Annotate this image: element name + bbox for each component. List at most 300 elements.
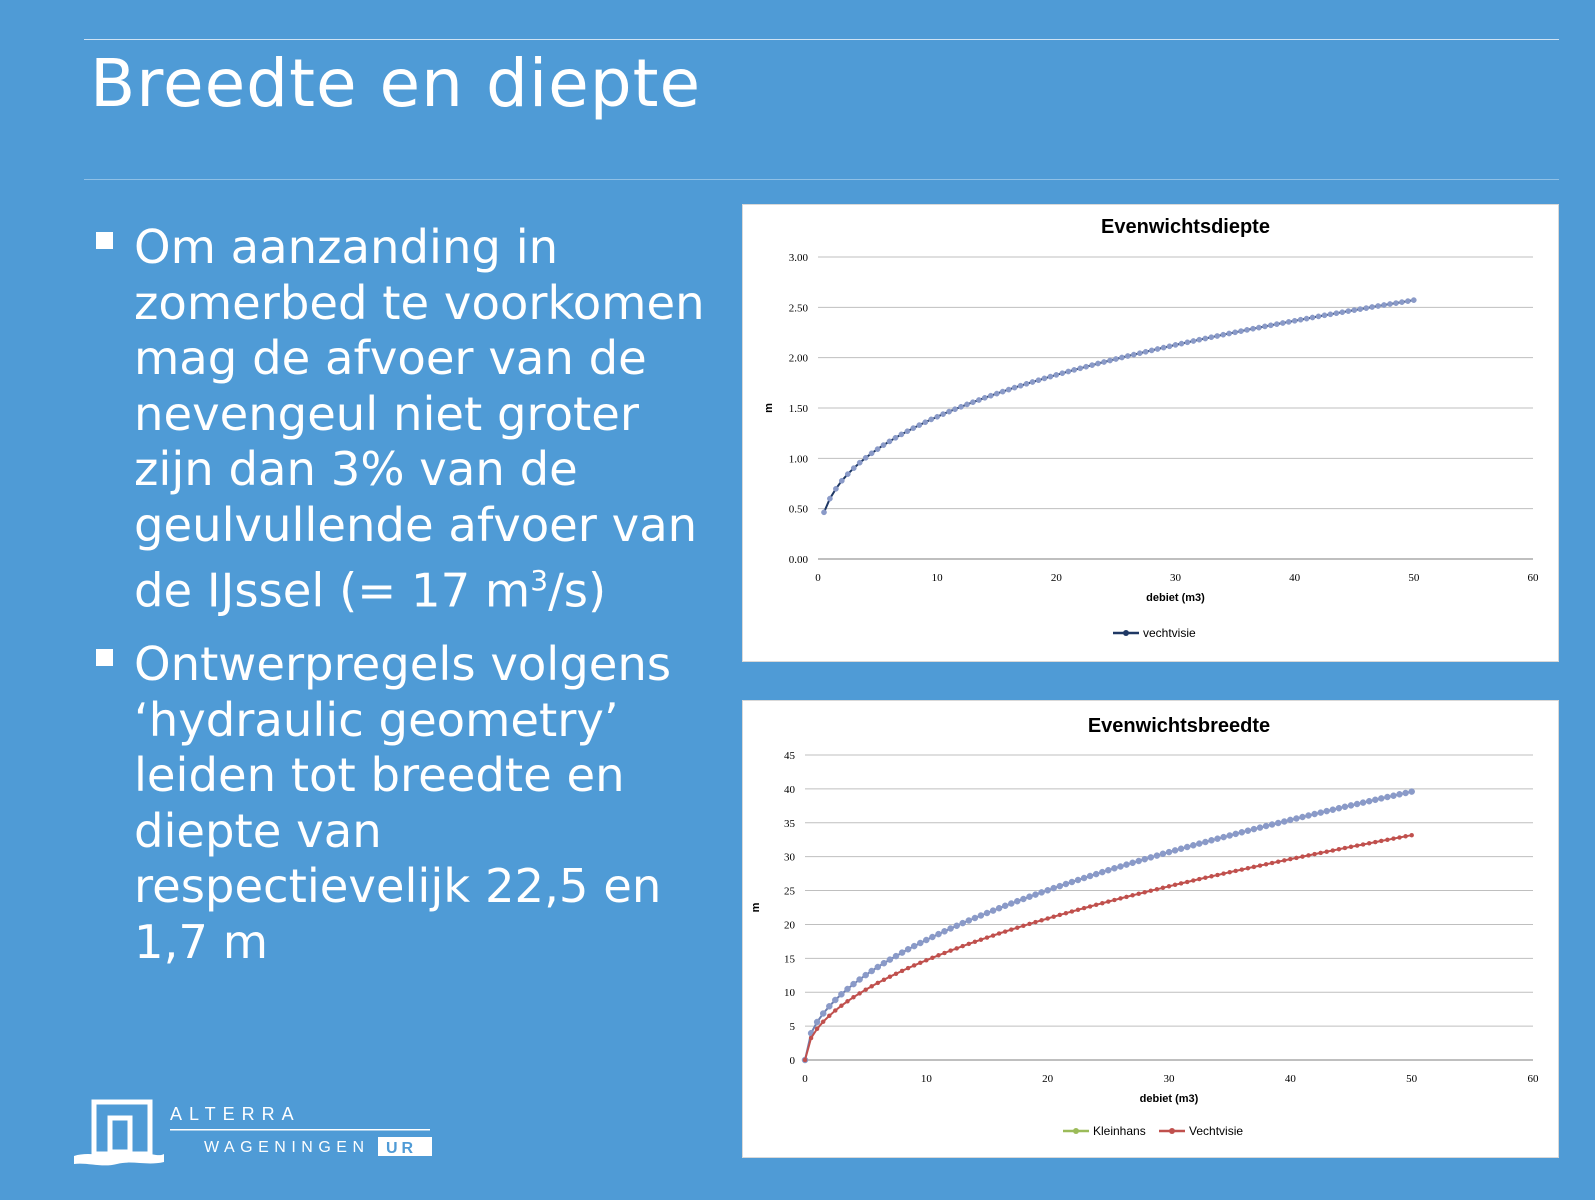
series-vechtvisie-point <box>1052 915 1056 919</box>
chart-evenwichtsbreedte-svg <box>743 701 1558 1157</box>
series-vechtvisie-point <box>1125 895 1129 899</box>
series-vechtvisie-point <box>918 961 922 965</box>
series-vechtvisie-point <box>1030 379 1035 384</box>
series-vechtvisie-point <box>1233 330 1238 335</box>
series-vechtvisie-point <box>1197 877 1201 881</box>
x-tick-label: 0 <box>815 572 821 584</box>
series-vechtvisie-point <box>839 1004 843 1008</box>
x-tick-label: 10 <box>931 572 943 584</box>
logo-line1: ALTERRA <box>170 1104 301 1124</box>
y-tick-label: 35 <box>784 817 795 830</box>
series-vechtvisie-point <box>815 1027 819 1031</box>
series-vechtvisie-point <box>1307 853 1311 857</box>
series-vechtvisie-point <box>961 944 965 948</box>
series-upper-point <box>972 915 978 921</box>
series-vechtvisie-point <box>1018 383 1023 388</box>
x-tick-label: 0 <box>802 1073 808 1085</box>
series-upper-point <box>1154 853 1160 859</box>
series-vechtvisie-point <box>833 486 838 491</box>
series-vechtvisie-point <box>906 966 910 970</box>
series-vechtvisie-point <box>1054 372 1059 377</box>
series-upper-point <box>1014 898 1020 904</box>
series-vechtvisie-point <box>1238 329 1243 334</box>
series-vechtvisie-point <box>1404 834 1408 838</box>
series-upper-point <box>1111 865 1117 871</box>
x-tick-label: 30 <box>1163 1073 1175 1085</box>
series-vechtvisie-point <box>846 999 850 1003</box>
series-vechtvisie-point <box>1076 908 1080 912</box>
series-vechtvisie-point <box>937 953 941 957</box>
series-vechtvisie-point <box>1376 303 1381 308</box>
series-upper-point <box>863 972 869 978</box>
series-vechtvisie-point <box>911 426 916 431</box>
legend-marker <box>1123 630 1129 636</box>
series-vechtvisie-point <box>1090 363 1095 368</box>
series-vechtvisie-point <box>900 969 904 973</box>
series-vechtvisie-point <box>1084 364 1089 369</box>
legend-marker <box>1073 1128 1079 1134</box>
series-upper-point <box>1354 801 1360 807</box>
series-vechtvisie-point <box>882 978 886 982</box>
series-vechtvisie-point <box>1185 880 1189 884</box>
series-vechtvisie-point <box>917 423 922 428</box>
series-vechtvisie-point <box>1040 918 1044 922</box>
y-tick-label: 25 <box>784 885 795 898</box>
series-upper-point <box>1257 825 1263 831</box>
series-vechtvisie-point <box>1046 917 1050 921</box>
legend-label: Vechtvisie <box>1189 1124 1244 1138</box>
series-upper-point <box>1008 901 1014 907</box>
title-underline <box>84 179 1559 180</box>
series-vechtvisie-point <box>1379 839 1383 843</box>
series-upper-point <box>1324 808 1330 814</box>
series-vechtvisie-point <box>1094 903 1098 907</box>
y-tick-label: 0 <box>789 1055 795 1067</box>
bullet-list <box>96 220 726 988</box>
series-vechtvisie-point <box>1036 378 1041 383</box>
series-vechtvisie-point <box>1161 886 1165 890</box>
series-upper-point <box>1051 885 1057 891</box>
series-upper-point <box>996 905 1002 911</box>
series-upper-point <box>1287 817 1293 823</box>
legend-label: vechtvisie <box>1143 626 1196 640</box>
series-vechtvisie-point <box>1197 337 1202 342</box>
series-vechtvisie-point <box>912 963 916 967</box>
series-upper-point <box>936 931 942 937</box>
series-vechtvisie-point <box>893 435 898 440</box>
series-vechtvisie-point <box>1355 844 1359 848</box>
series-vechtvisie-point <box>1319 851 1323 855</box>
series-upper-point <box>1233 831 1239 837</box>
series-vechtvisie-point <box>1088 905 1092 909</box>
series-vechtvisie-point <box>1143 349 1148 354</box>
series-upper-point <box>1093 871 1099 877</box>
series-upper-point <box>820 1011 826 1017</box>
series-vechtvisie-point <box>1173 342 1178 347</box>
bullet-text-1: Om aanzanding in zomerbed te voorkomen mag de afvoer van de nevengeul niet groter zijn dan 3% van de geulvullende afvoer van de IJssel (= 17 m <box>134 220 705 618</box>
series-upper-point <box>1099 869 1105 875</box>
series-vechtvisie-point <box>827 1014 831 1018</box>
series-vechtvisie-point <box>1009 928 1013 932</box>
series-vechtvisie-point <box>994 391 999 396</box>
logo-divider <box>170 1129 430 1131</box>
y-tick-label: 45 <box>784 750 795 762</box>
series-vechtvisie-point <box>875 447 880 452</box>
series-vechtvisie-point <box>967 942 971 946</box>
series-vechtvisie-point <box>1385 838 1389 842</box>
series-vechtvisie-point <box>1334 311 1339 316</box>
series-vechtvisie-point <box>827 496 832 501</box>
series-vechtvisie-point <box>1215 333 1220 338</box>
series-vechtvisie-point <box>888 975 892 979</box>
series-vechtvisie-point <box>1313 852 1317 856</box>
series-upper-point <box>1215 836 1221 842</box>
series-upper-point <box>1069 879 1075 885</box>
series-vechtvisie-point <box>1268 323 1273 328</box>
series-vechtvisie-point <box>1387 301 1392 306</box>
y-tick-label: 3.00 <box>788 252 808 264</box>
series-vechtvisie-point <box>1240 868 1244 872</box>
series-vechtvisie-point <box>1106 900 1110 904</box>
series-upper-point <box>1118 864 1124 870</box>
series-vechtvisie-point <box>1209 335 1214 340</box>
series-vechtvisie-point <box>1288 857 1292 861</box>
series-upper-point <box>990 908 996 914</box>
logo-badge: UR <box>386 1140 418 1157</box>
series-vechtvisie-point <box>1373 840 1377 844</box>
series-upper-point <box>1403 790 1409 796</box>
series-vechtvisie-point <box>1294 856 1298 860</box>
series-vechtvisie-point <box>1274 322 1279 327</box>
series-upper-point <box>948 926 954 932</box>
series-vechtvisie-point <box>1216 873 1220 877</box>
series-vechtvisie-point <box>1221 332 1226 337</box>
series-vechtvisie-point <box>1179 881 1183 885</box>
series-vechtvisie-point <box>1346 309 1351 314</box>
series-upper-point <box>1196 841 1202 847</box>
series-upper-point <box>838 991 844 997</box>
series-upper-point <box>1178 846 1184 852</box>
series-vechtvisie-point <box>870 984 874 988</box>
series-vechtvisie-point <box>976 397 981 402</box>
bullet-item-2 <box>96 637 726 970</box>
series-upper-point <box>1281 819 1287 825</box>
bullet-text-2: Ontwerpregels volgens ‘hydraulic geometry’ leiden tot breedte en diepte van respectievelijk 22,5 en 1,7 m <box>134 637 672 969</box>
series-vechtvisie-point <box>864 988 868 992</box>
y-axis-label: m <box>763 403 775 413</box>
series-vechtvisie-point <box>970 400 975 405</box>
series-vechtvisie-point <box>1328 312 1333 317</box>
series-vechtvisie-point <box>1262 324 1267 329</box>
series-vechtvisie-point <box>1270 861 1274 865</box>
series-vechtvisie-point <box>1064 911 1068 915</box>
series-vechtvisie-point <box>1137 351 1142 356</box>
series-vechtvisie-point <box>1179 341 1184 346</box>
x-tick-label: 50 <box>1406 1073 1418 1085</box>
series-vechtvisie-point <box>1143 890 1147 894</box>
chart-evenwichtsbreedte <box>742 700 1559 1158</box>
series-vechtvisie-point <box>1228 870 1232 874</box>
y-tick-label: 0.00 <box>788 554 808 566</box>
square-bullet-icon <box>96 232 113 249</box>
series-vechtvisie-point <box>1399 300 1404 305</box>
series-upper-point <box>1105 867 1111 873</box>
series-vechtvisie-point <box>1256 325 1261 330</box>
series-vechtvisie-point <box>1343 846 1347 850</box>
series-upper-point <box>1075 877 1081 883</box>
series-vechtvisie-point <box>821 510 826 515</box>
series-vechtvisie-point <box>1042 376 1047 381</box>
series-vechtvisie-point <box>1034 920 1038 924</box>
series-vechtvisie-point <box>952 407 957 412</box>
y-tick-label: 5 <box>789 1021 795 1034</box>
series-upper-point <box>978 913 984 919</box>
series-upper-point <box>1184 844 1190 850</box>
series-vechtvisie-point <box>1280 320 1285 325</box>
series-vechtvisie-point <box>1250 326 1255 331</box>
series-upper-point <box>1366 798 1372 804</box>
series-vechtvisie-point <box>1095 361 1100 366</box>
series-vechtvisie-point <box>1352 308 1357 313</box>
gate-icon <box>74 1102 164 1165</box>
series-vechtvisie-point <box>1100 901 1104 905</box>
x-tick-label: 20 <box>1050 572 1062 584</box>
series-vechtvisie-point <box>1210 874 1214 878</box>
y-tick-label: 30 <box>784 851 795 864</box>
series-upper-point <box>1306 813 1312 819</box>
series-vechtvisie-point <box>997 932 1001 936</box>
series-vechtvisie-point <box>930 956 934 960</box>
series-vechtvisie-point <box>881 443 886 448</box>
x-tick-label: 50 <box>1408 572 1420 584</box>
series-upper-point <box>1166 849 1172 855</box>
series-vechtvisie-point <box>1167 344 1172 349</box>
series-vechtvisie-point <box>955 946 959 950</box>
superscript-3: 3 <box>530 564 549 597</box>
series-vechtvisie-point <box>1264 862 1268 866</box>
chart-title: Evenwichtsdiepte <box>1101 216 1270 238</box>
series-upper-point <box>1318 810 1324 816</box>
series-upper-point <box>887 957 893 963</box>
series-vechtvisie-point <box>1252 865 1256 869</box>
series-upper-point <box>814 1019 820 1025</box>
square-bullet-icon <box>96 649 113 666</box>
series-vechtvisie-point <box>1331 849 1335 853</box>
series-vechtvisie-point <box>958 404 963 409</box>
series-upper-point <box>1057 883 1063 889</box>
series-vechtvisie-point <box>1398 836 1402 840</box>
series-vechtvisie-point <box>1191 879 1195 883</box>
series-vechtvisie-point <box>1066 369 1071 374</box>
series-upper-point <box>1045 887 1051 893</box>
series-upper-point <box>1336 805 1342 811</box>
logo-line2: WAGENINGEN <box>204 1139 370 1156</box>
y-tick-label: 10 <box>784 987 795 1000</box>
series-upper-point <box>942 928 948 934</box>
series-vechtvisie-point <box>1058 913 1062 917</box>
series-vechtvisie-point <box>1167 884 1171 888</box>
series-upper-point <box>1312 811 1318 817</box>
series-vechtvisie-point <box>924 958 928 962</box>
x-tick-label: 60 <box>1527 1073 1539 1085</box>
series-upper-point <box>984 910 990 916</box>
series-upper-point <box>857 977 863 983</box>
series-vechtvisie-point <box>1149 889 1153 893</box>
series-upper-point <box>899 950 905 956</box>
series-upper-point <box>1348 802 1354 808</box>
series-vechtvisie-point <box>1322 313 1327 318</box>
series-upper-point <box>893 953 899 959</box>
x-axis-label: debiet (m3) <box>1146 592 1205 604</box>
series-vechtvisie-point <box>1024 381 1029 386</box>
series-vechtvisie-point <box>1361 843 1365 847</box>
x-tick-label: 40 <box>1284 1073 1296 1085</box>
series-vechtvisie-point <box>1101 359 1106 364</box>
series-upper-point <box>1039 889 1045 895</box>
series-vechtvisie-point <box>1367 841 1371 845</box>
series-vechtvisie-point <box>991 934 995 938</box>
series-upper-point <box>1002 903 1008 909</box>
bullet-text-1-tail: /s) <box>548 563 607 618</box>
chart-evenwichtsdiepte <box>742 204 1559 662</box>
series-vechtvisie-point <box>1316 314 1321 319</box>
series-upper-point <box>1384 794 1390 800</box>
series-vechtvisie-point <box>1000 389 1005 394</box>
series-upper-point <box>1148 854 1154 860</box>
y-tick-label: 1.00 <box>788 453 808 466</box>
series-upper-point <box>1300 814 1306 820</box>
series-vechtvisie-point <box>1405 299 1410 304</box>
series-vechtvisie-point <box>1358 307 1363 312</box>
series-vechtvisie-point <box>982 395 987 400</box>
series-vechtvisie-point <box>876 981 880 985</box>
series-upper-point <box>869 968 875 974</box>
series-upper-point <box>826 1003 832 1009</box>
series-upper-point <box>1360 800 1366 806</box>
series-vechtvisie-point <box>863 455 868 460</box>
series-upper-point <box>1245 828 1251 834</box>
series-upper-point <box>905 946 911 952</box>
series-vechtvisie-point <box>1185 340 1190 345</box>
slide-title: Breedte en diepte <box>90 45 702 122</box>
series-vechtvisie-point <box>1125 353 1130 358</box>
series-vechtvisie-point <box>1203 876 1207 880</box>
series-vechtvisie-point <box>1028 922 1032 926</box>
series-vechtvisie-point <box>1070 910 1074 914</box>
series-vechtvisie-point <box>821 1020 825 1024</box>
series-vechtvisie-point <box>1155 887 1159 891</box>
series-upper-point <box>851 981 857 987</box>
series-upper-point <box>1275 820 1281 826</box>
series-vechtvisie-point <box>1203 336 1208 341</box>
series-vechtvisie-point <box>858 991 862 995</box>
series-upper-point <box>1081 875 1087 881</box>
series-vechtvisie-point <box>1410 833 1414 837</box>
series-upper-point <box>1397 791 1403 797</box>
series-vechtvisie-point <box>1131 893 1135 897</box>
series-vechtvisie-point <box>1298 317 1303 322</box>
series-vechtvisie-point <box>1234 869 1238 873</box>
series-vechtvisie-point <box>1082 906 1086 910</box>
legend-label: Kleinhans <box>1093 1124 1146 1138</box>
series-vechtvisie-point <box>1012 385 1017 390</box>
series-vechtvisie-line <box>824 300 1414 512</box>
x-tick-label: 20 <box>1042 1073 1054 1085</box>
series-upper-point <box>1142 856 1148 862</box>
series-vechtvisie-point <box>851 466 856 471</box>
series-vechtvisie-point <box>973 940 977 944</box>
series-upper-point <box>881 960 887 966</box>
series-vechtvisie-point <box>1282 858 1286 862</box>
series-upper-point <box>1342 804 1348 810</box>
series-upper-point <box>1269 822 1275 828</box>
series-vechtvisie-point <box>923 420 928 425</box>
series-upper-point <box>1409 789 1415 795</box>
series-vechtvisie-point <box>887 439 892 444</box>
series-upper-point <box>966 918 972 924</box>
series-upper-point <box>1227 833 1233 839</box>
series-vechtvisie-point <box>1119 355 1124 360</box>
series-upper-point <box>875 964 881 970</box>
series-upper-point <box>917 940 923 946</box>
series-upper-point <box>1027 894 1033 900</box>
series-upper-point <box>954 923 960 929</box>
series-vechtvisie-point <box>1119 896 1123 900</box>
series-upper-point <box>1190 842 1196 848</box>
series-vechtvisie-point <box>1411 298 1416 303</box>
series-vechtvisie-point <box>899 432 904 437</box>
series-upper-point <box>1172 847 1178 853</box>
series-vechtvisie-point <box>1244 327 1249 332</box>
series-upper-point <box>1063 881 1069 887</box>
series-vechtvisie-point <box>1191 338 1196 343</box>
series-vechtvisie-point <box>979 938 983 942</box>
series-vechtvisie-point <box>1246 866 1250 870</box>
series-upper-point <box>1136 858 1142 864</box>
series-upper-point <box>1020 896 1026 902</box>
y-tick-label: 20 <box>784 919 795 932</box>
series-vechtvisie-point <box>1112 898 1116 902</box>
series-upper-point <box>960 920 966 926</box>
series-vechtvisie-point <box>869 451 874 456</box>
x-tick-label: 40 <box>1289 572 1301 584</box>
series-upper-point <box>1293 816 1299 822</box>
series-upper-point <box>1130 860 1136 866</box>
series-vechtvisie-point <box>935 414 940 419</box>
series-vechtvisie-point <box>839 478 844 483</box>
series-vechtvisie-point <box>803 1058 807 1062</box>
series-vechtvisie-point <box>943 951 947 955</box>
series-vechtvisie-point <box>964 402 969 407</box>
series-vechtvisie-point <box>1072 367 1077 372</box>
series-vechtvisie-point <box>833 1009 837 1013</box>
series-upper-point <box>911 943 917 949</box>
y-tick-label: 2.00 <box>788 352 808 365</box>
x-axis-label: debiet (m3) <box>1139 1093 1199 1105</box>
series-upper-point <box>1330 807 1336 813</box>
series-vechtvisie-point <box>894 972 898 976</box>
y-tick-label: 2.50 <box>788 302 808 315</box>
series-vechtvisie-point <box>1301 855 1305 859</box>
series-upper-point <box>832 997 838 1003</box>
series-vechtvisie-point <box>1258 864 1262 868</box>
series-upper-point <box>1033 892 1039 898</box>
series-upper-point <box>923 937 929 943</box>
series-vechtvisie-point <box>1392 837 1396 841</box>
series-upper-point <box>1263 823 1269 829</box>
legend-marker <box>1169 1128 1175 1134</box>
series-vechtvisie-point <box>985 936 989 940</box>
